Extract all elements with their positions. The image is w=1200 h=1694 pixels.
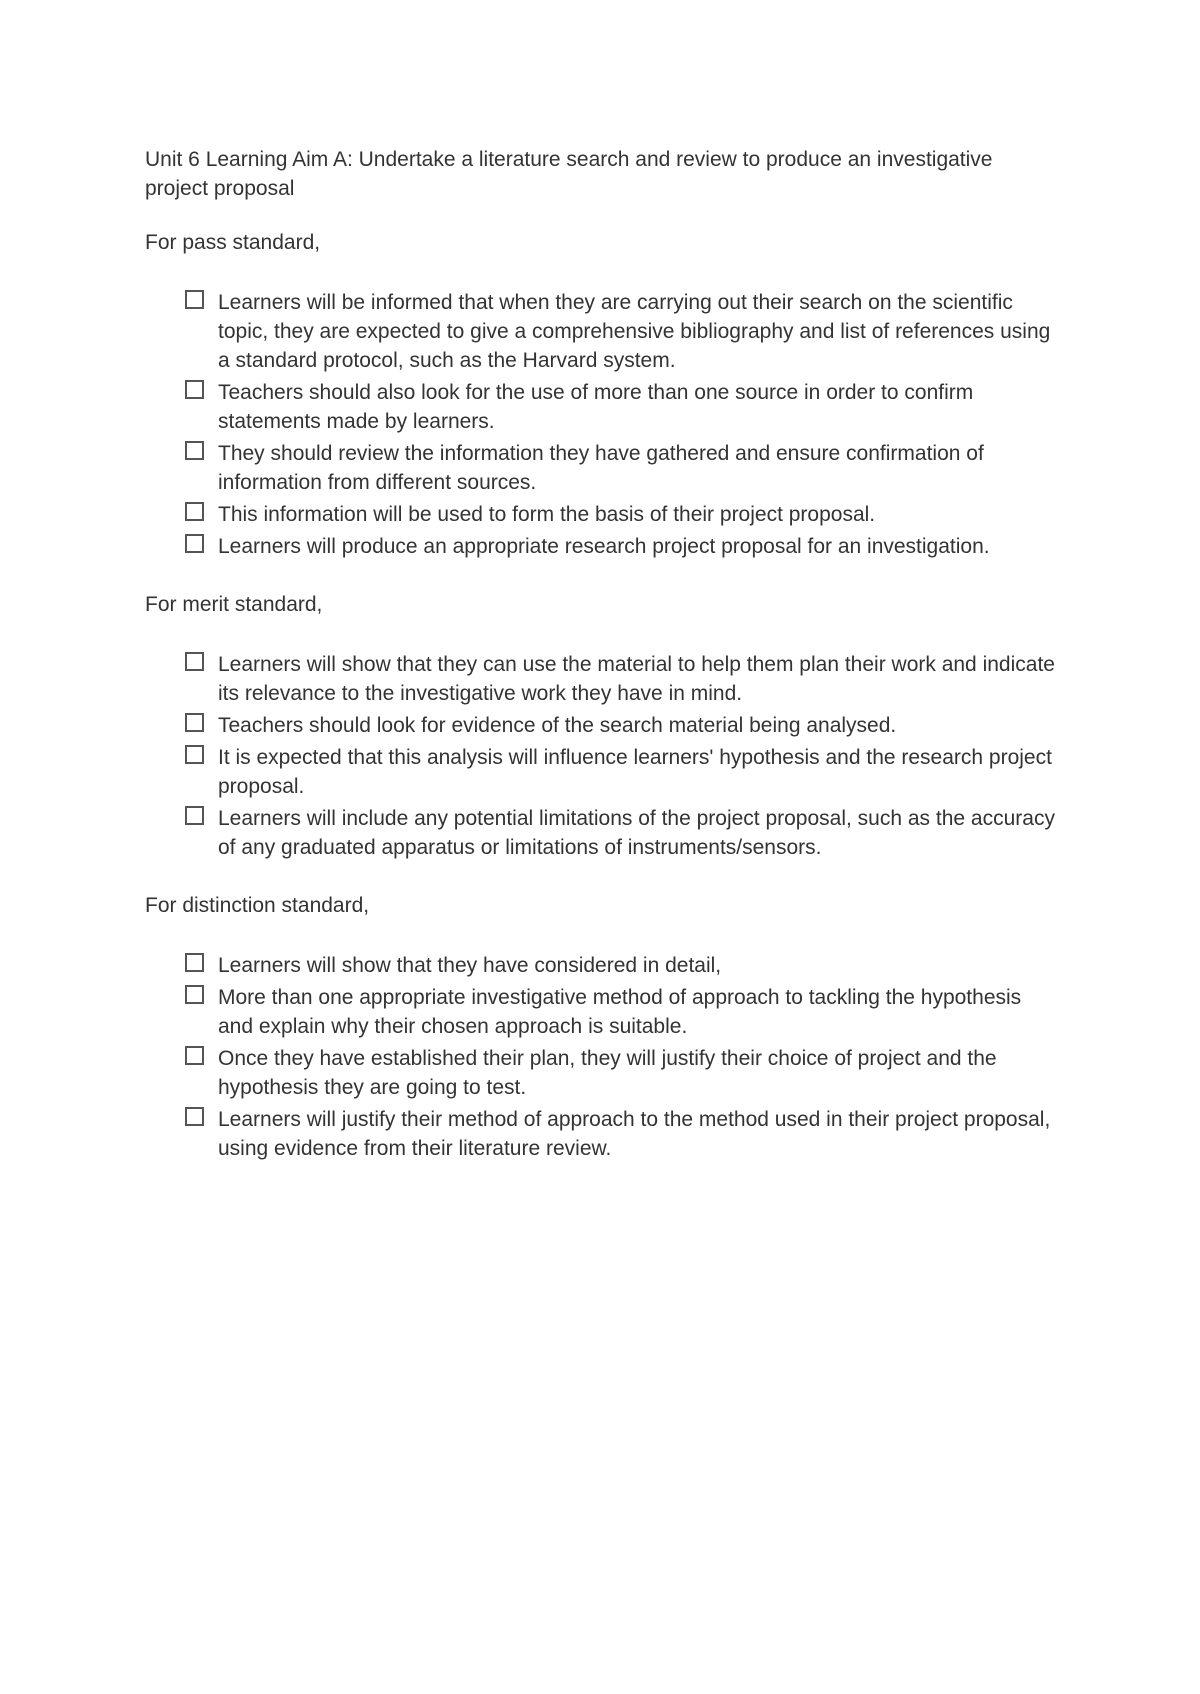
checklist-item-text: Learners will justify their method of approach to the method used in their project proposal, using evidence from their literature review. [218,1108,1051,1160]
checklist-item-text: Learners will produce an appropriate research project proposal for an investigation. [218,535,990,558]
checklist-item [145,983,1055,1041]
checklist-item [145,711,1055,740]
section-heading-distinction: For distinction standard, [145,894,370,917]
checklist-item [145,650,1055,708]
checklist-item-text: This information will be used to form the basis of their project proposal. [218,503,876,526]
checklist-item [145,804,1055,862]
document-title: Unit 6 Learning Aim A: Undertake a literature search and review to produce an investigative project proposal [145,148,993,200]
checkbox-icon[interactable] [185,745,204,764]
checklist-item-text: More than one appropriate investigative method of approach to tackling the hypothesis and explain why their chosen approach is suitable. [218,986,1022,1038]
checkbox-icon[interactable] [185,1046,204,1065]
checkbox-icon[interactable] [185,985,204,1004]
checklist-item [145,439,1055,497]
checklist-item-text: Once they have established their plan, they will justify their choice of project and the hypothesis they are going to test. [218,1047,997,1099]
checklist-distinction [145,951,1055,1163]
checkbox-icon[interactable] [185,953,204,972]
checklist-item [145,500,1055,529]
checklist-item-text: Learners will show that they have considered in detail, [218,954,722,977]
checklist-item [145,1044,1055,1102]
checklist-item [145,951,1055,980]
checklist-item [145,532,1055,561]
checklist-item-text: Teachers should also look for the use of more than one source in order to confirm statements made by learners. [218,381,974,433]
checklist-merit [145,650,1055,862]
checkbox-icon[interactable] [185,806,204,825]
checklist-item [145,743,1055,801]
checklist-pass [145,288,1055,561]
checklist-item [145,378,1055,436]
section-heading-merit: For merit standard, [145,593,323,616]
checkbox-icon[interactable] [185,502,204,521]
section-heading-pass: For pass standard, [145,231,321,254]
document-content [145,145,1055,1192]
checkbox-icon[interactable] [185,534,204,553]
checklist-item-text: They should review the information they have gathered and ensure confirmation of information from different sources. [218,442,984,494]
checklist-item-text: Teachers should look for evidence of the search material being analysed. [218,714,897,737]
checklist-item-text: Learners will include any potential limitations of the project proposal, such as the accuracy of any graduated apparatus or limitations of instruments/sensors. [218,807,1055,859]
checklist-item-text: It is expected that this analysis will influence learners' hypothesis and the research project proposal. [218,746,1052,798]
checkbox-icon[interactable] [185,290,204,309]
checklist-item-text: Learners will be informed that when they are carrying out their search on the scientific topic, they are expected to give a comprehensive bibliography and list of references using a standard protocol, such as the Harvard system. [218,291,1051,372]
checkbox-icon[interactable] [185,441,204,460]
checkbox-icon[interactable] [185,1107,204,1126]
checkbox-icon[interactable] [185,652,204,671]
checklist-item [145,288,1055,375]
checkbox-icon[interactable] [185,380,204,399]
checkbox-icon[interactable] [185,713,204,732]
checklist-item [145,1105,1055,1163]
checklist-item-text: Learners will show that they can use the material to help them plan their work and indicate its relevance to the investigative work they have in mind. [218,653,1055,705]
